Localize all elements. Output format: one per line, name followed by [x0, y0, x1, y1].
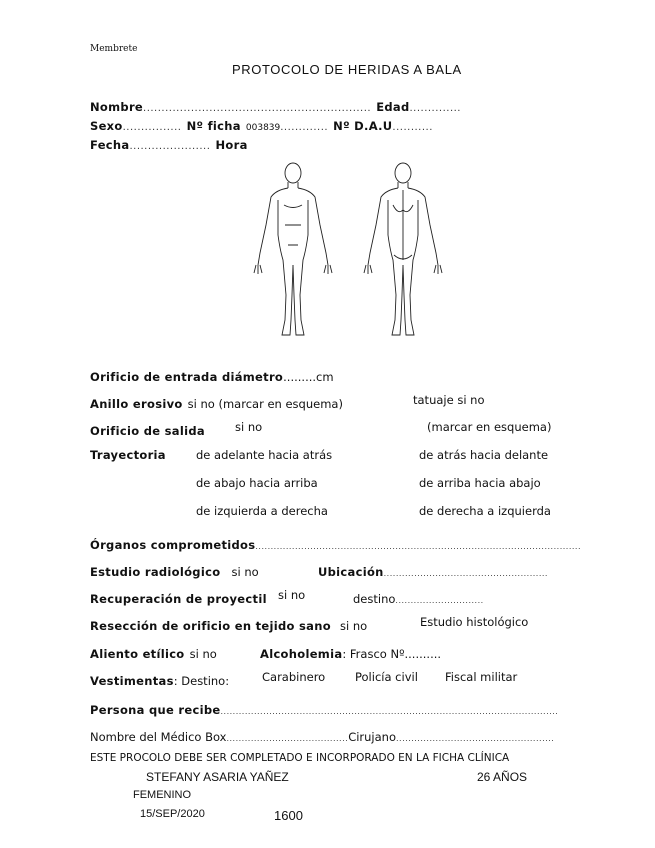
recuperacion-options[interactable]: si no: [278, 588, 306, 602]
vestimentas-option[interactable]: Carabinero: [262, 670, 326, 684]
orificio-entrada-field[interactable]: .........cm: [283, 370, 334, 384]
reseccion-label: Resección de orificio en tejido sano: [90, 619, 331, 633]
record-number: 1600: [274, 808, 303, 823]
frasco-field[interactable]: : Frasco Nº..........: [342, 647, 442, 661]
nombre-field[interactable]: ..............................................................: [143, 103, 372, 114]
trayectoria-option[interactable]: de derecha a izquierda: [419, 504, 551, 518]
patient-sex: FEMENINO: [133, 789, 192, 801]
cirujano-label: Cirujano: [348, 730, 396, 744]
body-back-figure: [364, 163, 442, 335]
trayectoria-option[interactable]: de adelante hacia atrás: [196, 448, 333, 462]
estudio-rad-row: [90, 561, 259, 580]
orificio-salida-label: Orificio de salida: [90, 424, 205, 438]
persona-field[interactable]: ...............................................................................................................: [220, 707, 559, 716]
cirujano-field[interactable]: ....................................................: [396, 734, 555, 743]
fecha-row: [90, 134, 248, 153]
persona-row: [90, 699, 558, 718]
sexo-field[interactable]: ................: [122, 122, 182, 133]
trayectoria-label: Trayectoria: [90, 448, 166, 462]
medico-field[interactable]: ........................................: [226, 734, 349, 743]
estudio-rad-options[interactable]: si no: [231, 565, 259, 579]
nombre-row: [90, 96, 461, 115]
vestimentas-row: [90, 670, 229, 689]
trayectoria-option[interactable]: de atrás hacia delante: [419, 448, 549, 462]
medico-label: Nombre del Médico Box: [90, 730, 227, 744]
ubicacion-row: [318, 561, 548, 580]
salida-note: (marcar en esquema): [427, 420, 552, 434]
recuperacion-row: [90, 588, 267, 607]
body-diagram[interactable]: [238, 155, 468, 345]
estudio-hist-label[interactable]: Estudio histológico: [420, 615, 529, 629]
salida-options[interactable]: si no: [235, 420, 263, 434]
sexo-label: Sexo: [90, 119, 123, 133]
reseccion-options[interactable]: si no: [340, 619, 368, 633]
sexo-row: [90, 115, 433, 134]
vestimentas-destino: : Destino:: [173, 674, 230, 688]
vestimentas-option[interactable]: Policía civil: [355, 670, 418, 684]
ficha-field[interactable]: .............: [280, 122, 329, 133]
letterhead: Membrete: [90, 44, 138, 54]
organos-field[interactable]: ...........................................................................................................: [255, 542, 581, 551]
orificio-salida-row: [90, 420, 205, 439]
dau-field[interactable]: ...........: [392, 122, 433, 133]
orificio-entrada-label: Orificio de entrada diámetro: [90, 370, 284, 384]
anillo-options[interactable]: si no (marcar en esquema): [187, 397, 343, 411]
hora-label: Hora: [215, 138, 248, 152]
recuperacion-label: Recuperación de proyectil: [90, 592, 267, 606]
ficha-value: 003839: [245, 123, 281, 133]
destino-row: [353, 588, 484, 607]
ubicacion-label: Ubicación: [318, 565, 384, 579]
patient-date: 15/SEP/2020: [140, 808, 205, 820]
aliento-row: [90, 643, 217, 662]
aliento-label: Aliento etílico: [90, 647, 185, 661]
body-front-figure: [254, 163, 332, 335]
orificio-entrada-row: [90, 366, 334, 385]
trayectoria-option[interactable]: de abajo hacia arriba: [196, 476, 318, 490]
footer-notice: ESTE PROCOLO DEBE SER COMPLETADO E INCORPORADO EN LA FICHA CLÍNICA: [90, 752, 510, 764]
estudio-rad-label: Estudio radiológico: [90, 565, 221, 579]
alcoholemia-row: [260, 643, 441, 662]
alcoholemia-label: Alcoholemia: [260, 647, 343, 661]
destino-label: destino: [353, 592, 396, 606]
persona-label: Persona que recibe: [90, 703, 221, 717]
dau-label: Nº D.A.U: [333, 119, 393, 133]
organos-label: Órganos comprometidos: [90, 538, 256, 552]
patient-name: STEFANY ASARIA YAÑEZ: [146, 770, 289, 784]
vestimentas-label: Vestimentas: [90, 674, 174, 688]
edad-field[interactable]: ..............: [409, 103, 461, 114]
page-title: PROTOCOLO DE HERIDAS A BALA: [232, 62, 462, 77]
ubicacion-field[interactable]: ......................................................: [383, 569, 548, 578]
fecha-field[interactable]: ......................: [129, 141, 211, 152]
vestimentas-option[interactable]: Fiscal militar: [445, 670, 518, 684]
trayectoria-option[interactable]: de izquierda a derecha: [196, 504, 328, 518]
edad-label: Edad: [376, 100, 410, 114]
trayectoria-option[interactable]: de arriba hacia abajo: [419, 476, 541, 490]
ficha-label: Nº ficha: [186, 119, 241, 133]
fecha-label: Fecha: [90, 138, 130, 152]
tatuaje-options[interactable]: tatuaje si no: [413, 393, 485, 407]
reseccion-row: [90, 615, 367, 634]
anillo-row: [90, 393, 343, 412]
medico-row: [90, 726, 554, 745]
nombre-label: Nombre: [90, 100, 144, 114]
organos-row: [90, 534, 581, 553]
destino-field[interactable]: .............................: [395, 596, 484, 605]
anillo-label: Anillo erosivo: [90, 397, 183, 411]
aliento-options[interactable]: si no: [189, 647, 217, 661]
patient-age: 26 AÑOS: [477, 770, 528, 784]
